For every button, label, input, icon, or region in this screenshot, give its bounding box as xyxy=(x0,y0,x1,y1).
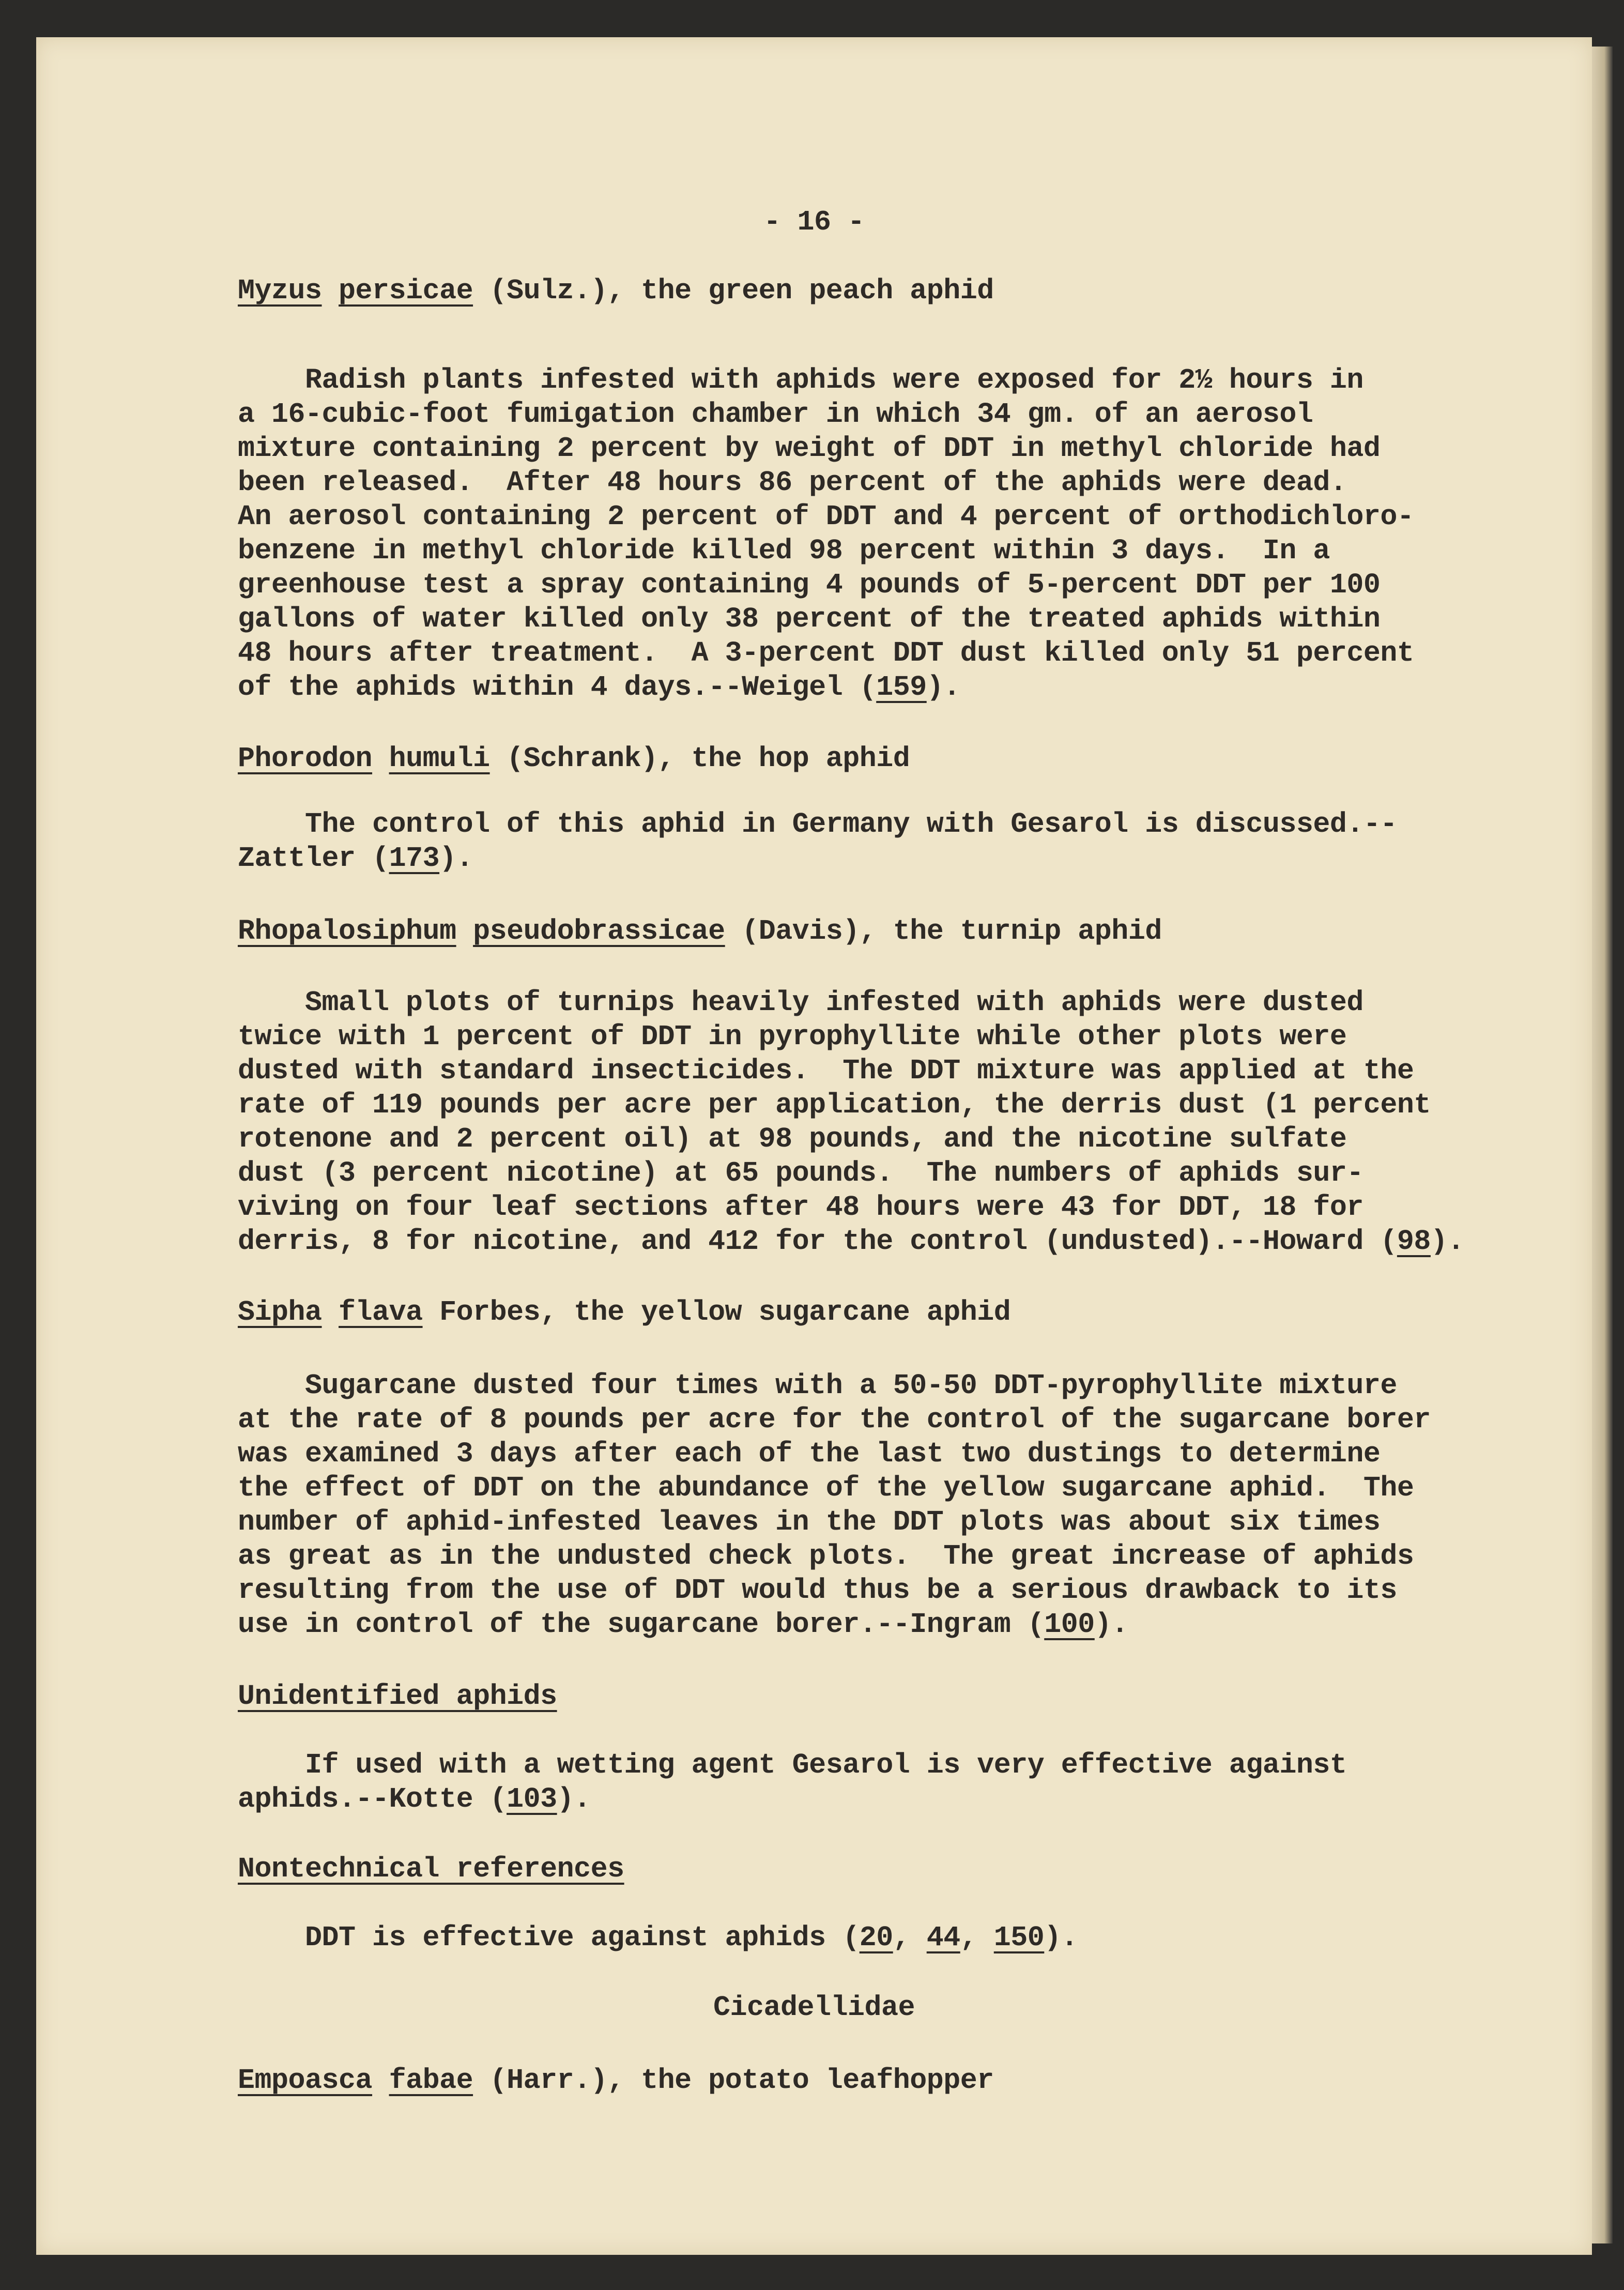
underlined-text: fabae xyxy=(389,2064,473,2097)
text-segment: dust (3 percent nicotine) at 65 pounds. The numbers of aphids sur- xyxy=(238,1157,1363,1189)
text-segment xyxy=(456,915,473,948)
text-segment: Small plots of turnips heavily infested with aphids were dusted xyxy=(238,986,1363,1019)
text-segment xyxy=(372,742,389,775)
underlined-text: pseudobrassicae xyxy=(473,915,725,948)
paragraph-line xyxy=(238,636,1414,670)
text-segment: (Harr.), the potato leafhopper xyxy=(473,2064,994,2097)
paragraph-line xyxy=(238,807,1397,842)
underlined-text: 150 xyxy=(993,1921,1045,1954)
text-segment: dusted with standard insecticides. The DDT mixture was applied at the xyxy=(238,1055,1414,1087)
text-segment: (Sulz.), the green peach aphid xyxy=(473,274,994,307)
text-segment xyxy=(372,2064,389,2097)
text-segment xyxy=(322,1296,339,1329)
underlined-text: 98 xyxy=(1397,1225,1431,1258)
text-segment: An aerosol containing 2 percent of DDT and 4 percent of orthodichloro- xyxy=(238,500,1414,533)
underlined-text: Empoasca xyxy=(238,2064,373,2097)
underlined-text: persicae xyxy=(339,274,473,307)
paragraph-line xyxy=(238,986,1363,1020)
section-heading xyxy=(238,914,1162,949)
paragraph-line xyxy=(238,1748,1346,1782)
underlined-text: Nontechnical references xyxy=(238,1853,624,1885)
paragraph-line xyxy=(238,1608,1128,1642)
paragraph-line xyxy=(238,432,1380,466)
paragraph-line xyxy=(238,1369,1397,1403)
text-segment: rotenone and 2 percent oil) at 98 pounds, and the nicotine sulfate xyxy=(238,1123,1347,1155)
text-segment: (Davis), the turnip aphid xyxy=(725,915,1162,948)
section-heading xyxy=(238,274,994,308)
family-heading xyxy=(36,1991,1592,2025)
underlined-text: Sipha xyxy=(238,1296,322,1329)
page-number: - 16 - xyxy=(763,206,865,238)
section-heading xyxy=(238,742,910,776)
text-segment: ). xyxy=(439,842,473,875)
section-heading xyxy=(238,1680,557,1714)
text-segment: aphids.--Kotte ( xyxy=(238,1783,507,1815)
paragraph-line xyxy=(238,500,1414,534)
paragraph-line xyxy=(238,1088,1431,1122)
text-segment: The control of this aphid in Germany with Gesarol is discussed.-- xyxy=(238,808,1397,841)
underlined-text: 159 xyxy=(876,671,927,704)
paragraph-line xyxy=(238,363,1363,398)
underlined-text: 103 xyxy=(507,1783,557,1815)
underlined-text: Myzus xyxy=(238,274,322,307)
text-segment: twice with 1 percent of DDT in pyrophyllite while other plots were xyxy=(238,1020,1347,1053)
text-segment: greenhouse test a spray containing 4 pounds of 5-percent DDT per 100 xyxy=(238,569,1381,601)
underlined-text: 20 xyxy=(859,1921,893,1954)
paragraph-line xyxy=(238,1122,1346,1156)
paragraph-line xyxy=(238,568,1380,602)
paragraph-line xyxy=(238,1574,1397,1608)
text-segment: ). xyxy=(1094,1608,1128,1641)
text-segment: If used with a wetting agent Gesarol is very effective against xyxy=(238,1749,1347,1781)
paragraph-line xyxy=(238,602,1380,636)
text-segment: the effect of DDT on the abundance of the yellow sugarcane aphid. The xyxy=(238,1472,1414,1504)
underlined-text: 44 xyxy=(926,1921,960,1954)
underlined-text: humuli xyxy=(389,742,490,775)
underlined-text: 100 xyxy=(1044,1608,1095,1641)
paragraph-line xyxy=(238,398,1313,432)
paragraph-line xyxy=(238,1156,1363,1190)
section-heading xyxy=(238,1295,1010,1330)
paragraph-line xyxy=(238,1190,1363,1225)
underlined-text: Phorodon xyxy=(238,742,373,775)
text-segment: , xyxy=(960,1921,994,1954)
text-segment: Forbes, the yellow sugarcane aphid xyxy=(422,1296,1011,1329)
paragraph-line xyxy=(238,1471,1414,1505)
section-heading xyxy=(238,2064,994,2098)
text-segment: derris, 8 for nicotine, and 412 for the control (undusted).--Howard ( xyxy=(238,1225,1397,1258)
text-segment: Zattler ( xyxy=(238,842,389,875)
text-segment: Cicadellidae xyxy=(713,1991,915,2024)
text-segment: benzene in methyl chloride killed 98 percent within 3 days. In a xyxy=(238,535,1330,567)
paragraph-line xyxy=(238,1539,1414,1574)
text-segment: of the aphids within 4 days.--Weigel ( xyxy=(238,671,877,704)
paragraph-line xyxy=(238,534,1330,568)
text-segment: been released. After 48 hours 86 percent of the aphids were dead. xyxy=(238,466,1347,499)
underlined-text: Unidentified aphids xyxy=(238,1680,557,1713)
underlined-text: Rhopalosiphum xyxy=(238,915,456,948)
paragraph-line xyxy=(238,1437,1380,1471)
paragraph-line xyxy=(238,1921,1078,1955)
text-segment: resulting from the use of DDT would thus be a serious drawback to its xyxy=(238,1574,1397,1607)
page-stack-edge xyxy=(1592,47,1613,2243)
document-page xyxy=(36,37,1592,2255)
text-segment: Sugarcane dusted four times with a 50-50 DDT-pyrophyllite mixture xyxy=(238,1369,1397,1402)
text-segment: Radish plants infested with aphids were exposed for 2½ hours in xyxy=(238,364,1363,396)
text-segment: mixture containing 2 percent by weight of DDT in methyl chloride had xyxy=(238,432,1381,465)
paragraph-line xyxy=(238,466,1346,500)
text-segment: use in control of the sugarcane borer.--Ingram ( xyxy=(238,1608,1045,1641)
text-segment: viving on four leaf sections after 48 hours were 43 for DDT, 18 for xyxy=(238,1191,1363,1224)
paragraph-line xyxy=(238,1505,1380,1539)
underlined-text: flava xyxy=(339,1296,423,1329)
text-segment: ). xyxy=(1044,1921,1078,1954)
text-segment: ). xyxy=(926,671,960,704)
text-segment: , xyxy=(893,1921,927,1954)
text-segment: ). xyxy=(1430,1225,1464,1258)
text-segment xyxy=(322,274,339,307)
paragraph-line xyxy=(238,1403,1431,1437)
text-segment: rate of 119 pounds per acre per application, the derris dust (1 percent xyxy=(238,1089,1431,1121)
text-segment: (Schrank), the hop aphid xyxy=(489,742,910,775)
text-segment: a 16-cubic-foot fumigation chamber in which 34 gm. of an aerosol xyxy=(238,398,1313,431)
underlined-text: 173 xyxy=(389,842,440,875)
text-segment: 48 hours after treatment. A 3-percent DDT dust killed only 51 percent xyxy=(238,637,1414,669)
paragraph-line xyxy=(238,1054,1414,1088)
paragraph-line xyxy=(238,670,960,705)
paragraph-line xyxy=(238,1020,1346,1054)
text-segment: DDT is effective against aphids ( xyxy=(238,1921,860,1954)
text-segment: was examined 3 days after each of the last two dustings to determine xyxy=(238,1438,1381,1470)
text-segment: as great as in the undusted check plots. The great increase of aphids xyxy=(238,1540,1414,1573)
paragraph-line xyxy=(238,842,473,876)
paragraph-line xyxy=(238,1782,591,1816)
section-heading xyxy=(238,1852,624,1886)
text-segment: at the rate of 8 pounds per acre for the control of the sugarcane borer xyxy=(238,1403,1431,1436)
text-segment: number of aphid-infested leaves in the DDT plots was about six times xyxy=(238,1506,1381,1538)
text-segment: gallons of water killed only 38 percent of the treated aphids within xyxy=(238,603,1381,635)
paragraph-line xyxy=(238,1225,1464,1259)
text-segment: ). xyxy=(557,1783,591,1815)
